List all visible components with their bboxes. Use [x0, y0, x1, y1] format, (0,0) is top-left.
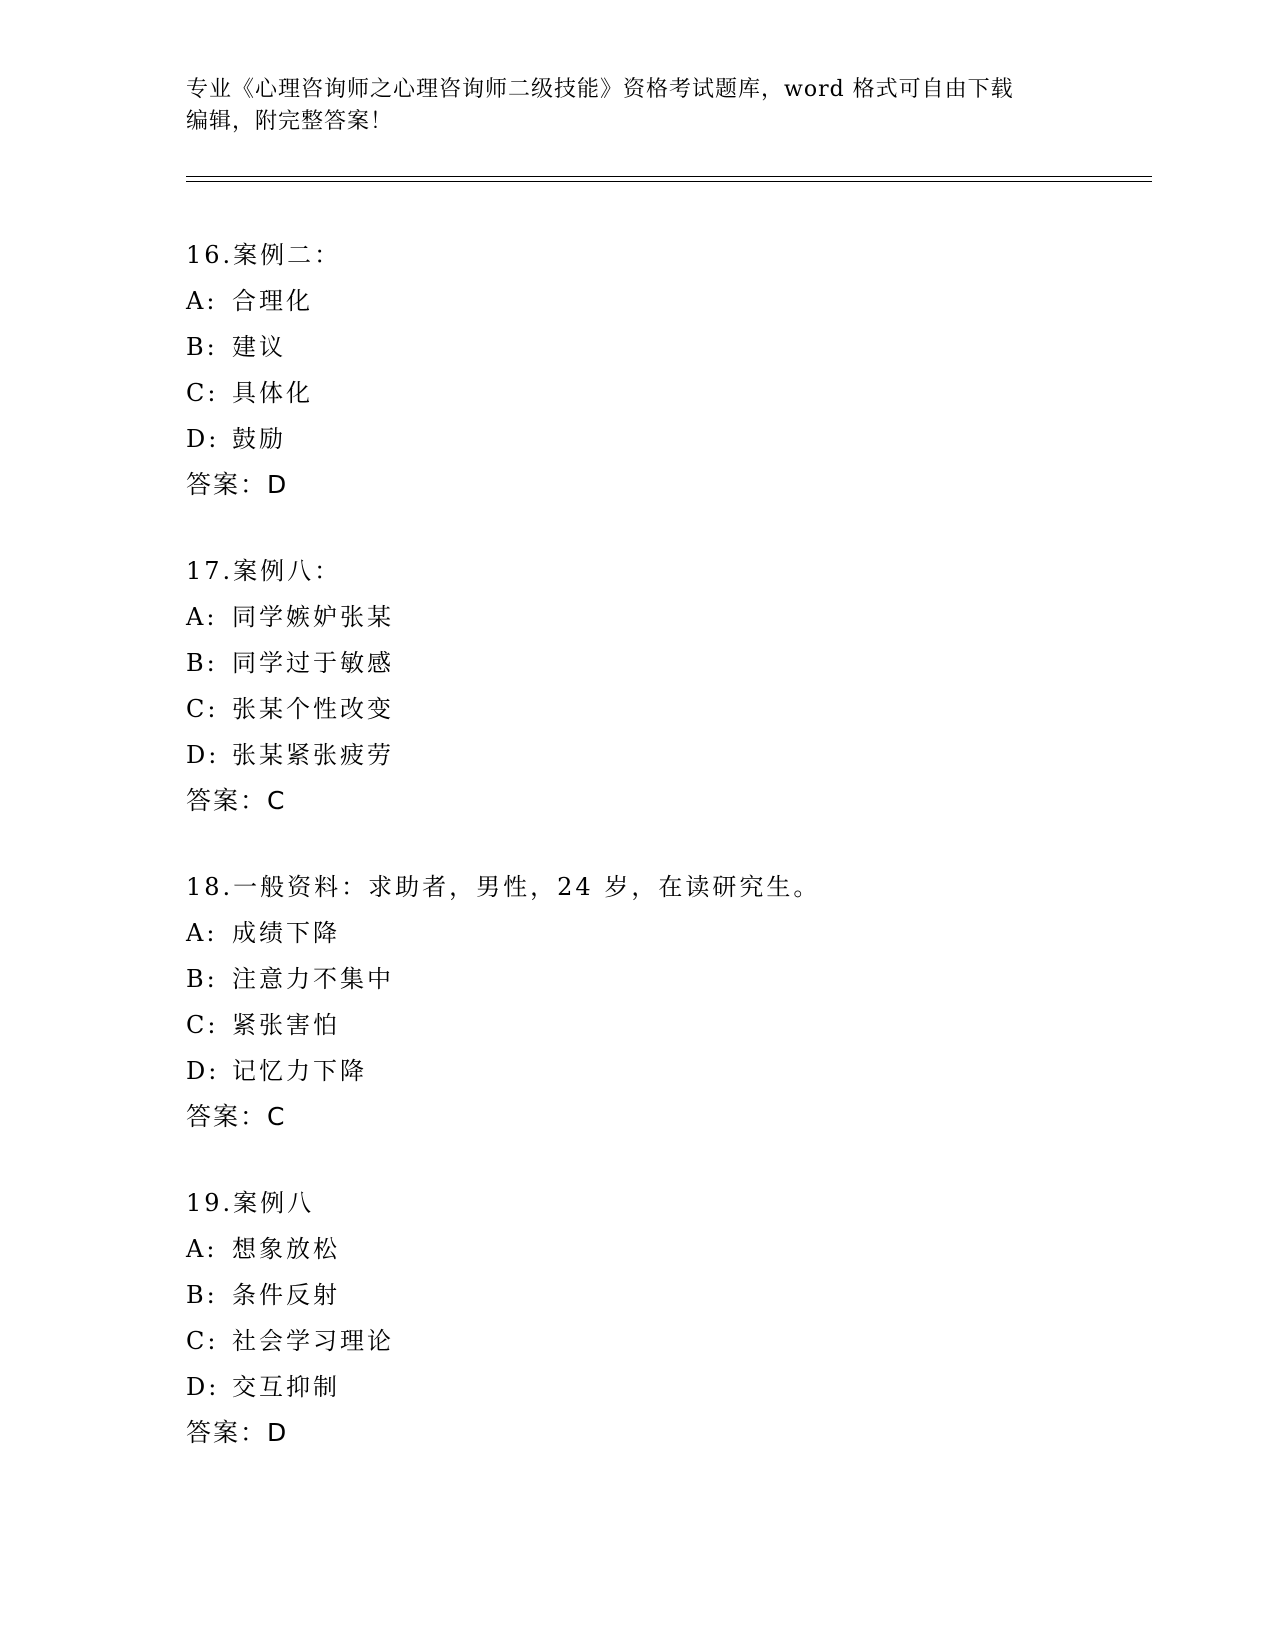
option-key: A:	[186, 1235, 218, 1263]
option-key: C:	[186, 695, 219, 723]
option-c	[186, 1318, 1086, 1364]
option-a	[186, 278, 1086, 324]
option-text: 紧张害怕	[232, 1011, 340, 1039]
option-c	[186, 1002, 1086, 1048]
answer-line: 答案：C	[186, 786, 287, 815]
answer-line: 答案：C	[186, 1102, 287, 1131]
option-text: 注意力不集中	[232, 965, 394, 993]
option-key: C:	[186, 379, 219, 407]
question-16	[186, 232, 1086, 508]
option-text: 同学嫉妒张某	[232, 603, 394, 631]
question-stem: 16.案例二：	[186, 241, 342, 269]
question-18	[186, 864, 1086, 1140]
option-a	[186, 910, 1086, 956]
option-text: 合理化	[232, 287, 313, 315]
option-text: 记忆力下降	[232, 1057, 367, 1085]
option-b	[186, 956, 1086, 1002]
option-key: D:	[186, 1057, 220, 1085]
option-b	[186, 1272, 1086, 1318]
option-d	[186, 732, 1086, 778]
option-text: 想象放松	[232, 1235, 340, 1263]
option-text: 鼓励	[232, 425, 286, 453]
option-a	[186, 594, 1086, 640]
option-text: 张某紧张疲劳	[232, 741, 394, 769]
header-line-2: 编辑，附完整答案！	[186, 109, 394, 134]
option-key: C:	[186, 1011, 219, 1039]
option-d	[186, 416, 1086, 462]
option-key: A:	[186, 919, 218, 947]
option-text: 建议	[232, 333, 286, 361]
option-text: 张某个性改变	[232, 695, 394, 723]
option-key: B:	[186, 649, 218, 677]
question-stem: 17.案例八：	[186, 557, 342, 585]
option-b	[186, 640, 1086, 686]
option-key: B:	[186, 1281, 218, 1309]
header-line-1: 专业《心理咨询师之心理咨询师二级技能》资格考试题库，word 格式可自由下载	[186, 77, 1014, 102]
header-divider-bottom	[186, 181, 1152, 182]
question-17	[186, 548, 1086, 824]
option-text: 条件反射	[232, 1281, 340, 1309]
document-header	[186, 74, 1066, 138]
option-key: A:	[186, 603, 218, 631]
option-d	[186, 1048, 1086, 1094]
option-text: 同学过于敏感	[232, 649, 394, 677]
option-key: B:	[186, 333, 218, 361]
option-c	[186, 370, 1086, 416]
question-stem: 19.案例八	[186, 1189, 315, 1217]
answer-line: 答案：D	[186, 470, 289, 499]
answer-line: 答案：D	[186, 1418, 289, 1447]
option-text: 交互抑制	[232, 1373, 340, 1401]
option-key: B:	[186, 965, 218, 993]
option-key: D:	[186, 425, 220, 453]
option-text: 社会学习理论	[232, 1327, 394, 1355]
option-key: D:	[186, 741, 220, 769]
option-b	[186, 324, 1086, 370]
option-key: A:	[186, 287, 218, 315]
question-stem: 18.一般资料：求助者，男性，24 岁，在读研究生。	[186, 873, 821, 901]
option-text: 具体化	[232, 379, 313, 407]
option-key: D:	[186, 1373, 220, 1401]
option-c	[186, 686, 1086, 732]
header-divider-top	[186, 176, 1152, 177]
option-key: C:	[186, 1327, 219, 1355]
option-d	[186, 1364, 1086, 1410]
question-19	[186, 1180, 1086, 1456]
option-a	[186, 1226, 1086, 1272]
option-text: 成绩下降	[232, 919, 340, 947]
